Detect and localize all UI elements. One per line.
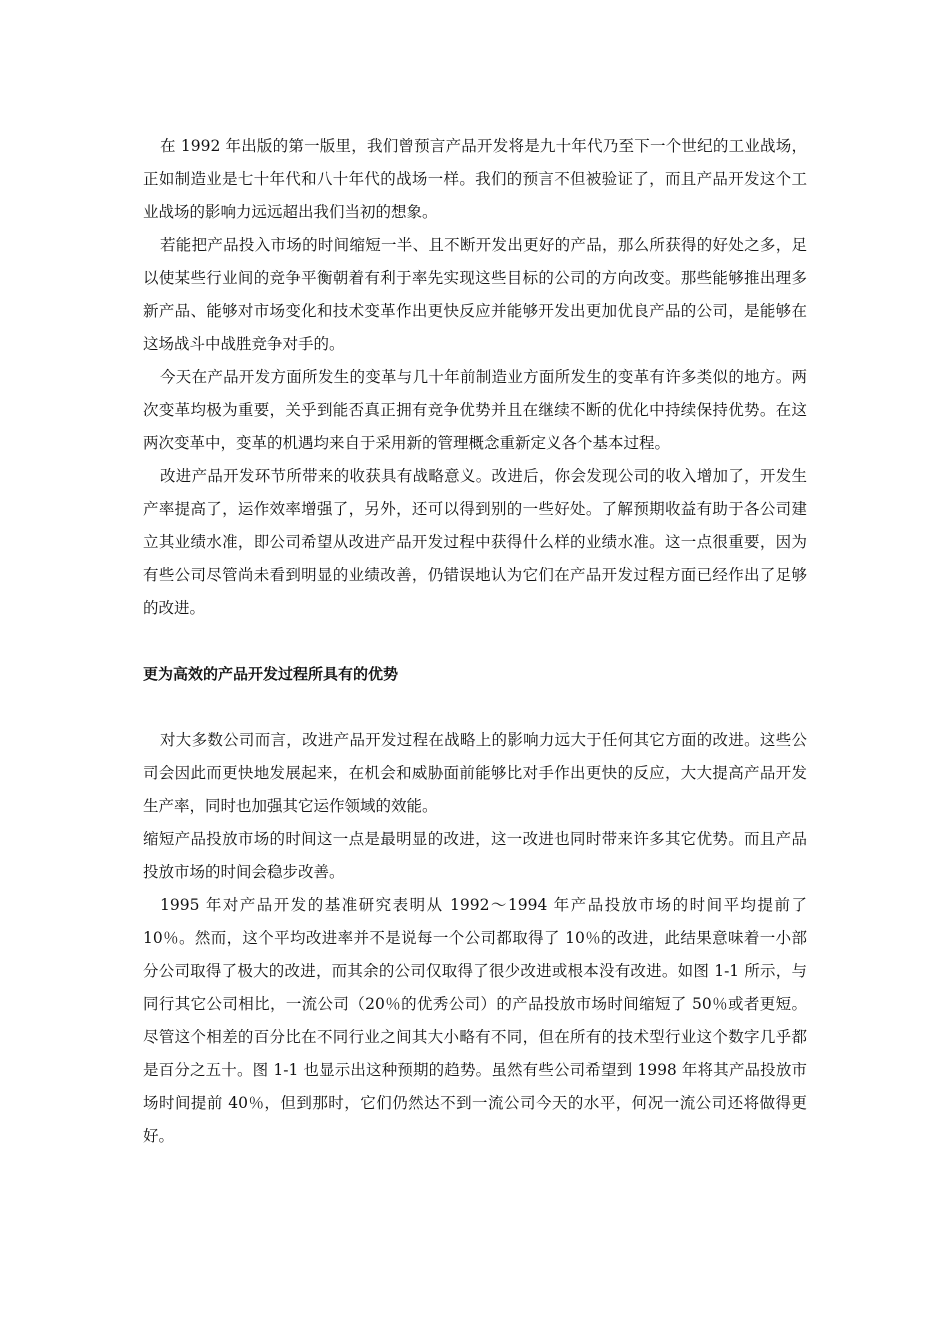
- paragraph-7: 1995 年对产品开发的基准研究表明从 1992～1994 年产品投放市场的时间平均提前了 10％。然而，这个平均改进率并不是说每一个公司都取得了 10％的改进，此结果意味着一小部分公司取得了极大的改进，而其余的公司仅取得了很少改进或根本没有改进。如图 1-1 所示，与同行其它公司相比，一流公司（20％的优秀公司）的产品投放市场时间缩短了 50％或者更短。尽管这个相差的百分比在不同行业之间其大小略有不同，但在所有的技术型行业这个数字几乎都是百分之五十。图 1-1 也显示出这种预期的趋势。虽然有些公司希望到 1998 年将其产品投放市场时间提前 40％，但到那时，它们仍然达不到一流公司今天的水平，何况一流公司还将做得更好。: [143, 896, 807, 1145]
- paragraph-4: 改进产品开发环节所带来的收获具有战略意义。改进后，你会发现公司的收入增加了，开发生产率提高了，运作效率增强了，另外，还可以得到别的一些好处。了解预期收益有助于各公司建立其业绩水准，即公司希望从改进产品开发过程中获得什么样的业绩水准。这一点很重要，因为有些公司尽管尚未看到明显的业绩改善，仍错误地认为它们在产品开发过程方面已经作出了足够的改进。: [143, 467, 807, 617]
- paragraph-1: 在 1992 年出版的第一版里，我们曾预言产品开发将是九十年代乃至下一个世纪的工业战场，正如制造业是七十年代和八十年代的战场一样。我们的预言不但被验证了，而且产品开发这个工业战场的影响力远远超出我们当初的想象。: [143, 137, 807, 221]
- paragraph-6: 缩短产品投放市场的时间这一点是最明显的改进，这一改进也同时带来许多其它优势。而且产品投放市场的时间会稳步改善。: [143, 830, 807, 881]
- paragraph-3: 今天在产品开发方面所发生的变革与几十年前制造业方面所发生的变革有许多类似的地方。两次变革均极为重要，关乎到能否真正拥有竞争优势并且在继续不断的优化中持续保持优势。在这两次变革中，变革的机遇均来自于采用新的管理概念重新定义各个基本过程。: [143, 368, 807, 452]
- section-heading: 更为高效的产品开发过程所具有的优势: [143, 665, 399, 683]
- paragraph-2: 若能把产品投入市场的时间缩短一半、且不断开发出更好的产品，那么所获得的好处之多，足以使某些行业间的竞争平衡朝着有利于率先实现这些目标的公司的方向改变。那些能够推出理多新产品、能够对市场变化和技术变革作出更快反应并能够开发出更加优良产品的公司，是能够在这场战斗中战胜竞争对手的。: [143, 236, 807, 353]
- paragraph-5: 对大多数公司而言，改进产品开发过程在战略上的影响力远大于任何其它方面的改进。这些公司会因此而更快地发展起来，在机会和威胁面前能够比对手作出更快的反应，大大提高产品开发生产率，同时也加强其它运作领域的效能。: [143, 731, 807, 815]
- document-body: [143, 130, 807, 1153]
